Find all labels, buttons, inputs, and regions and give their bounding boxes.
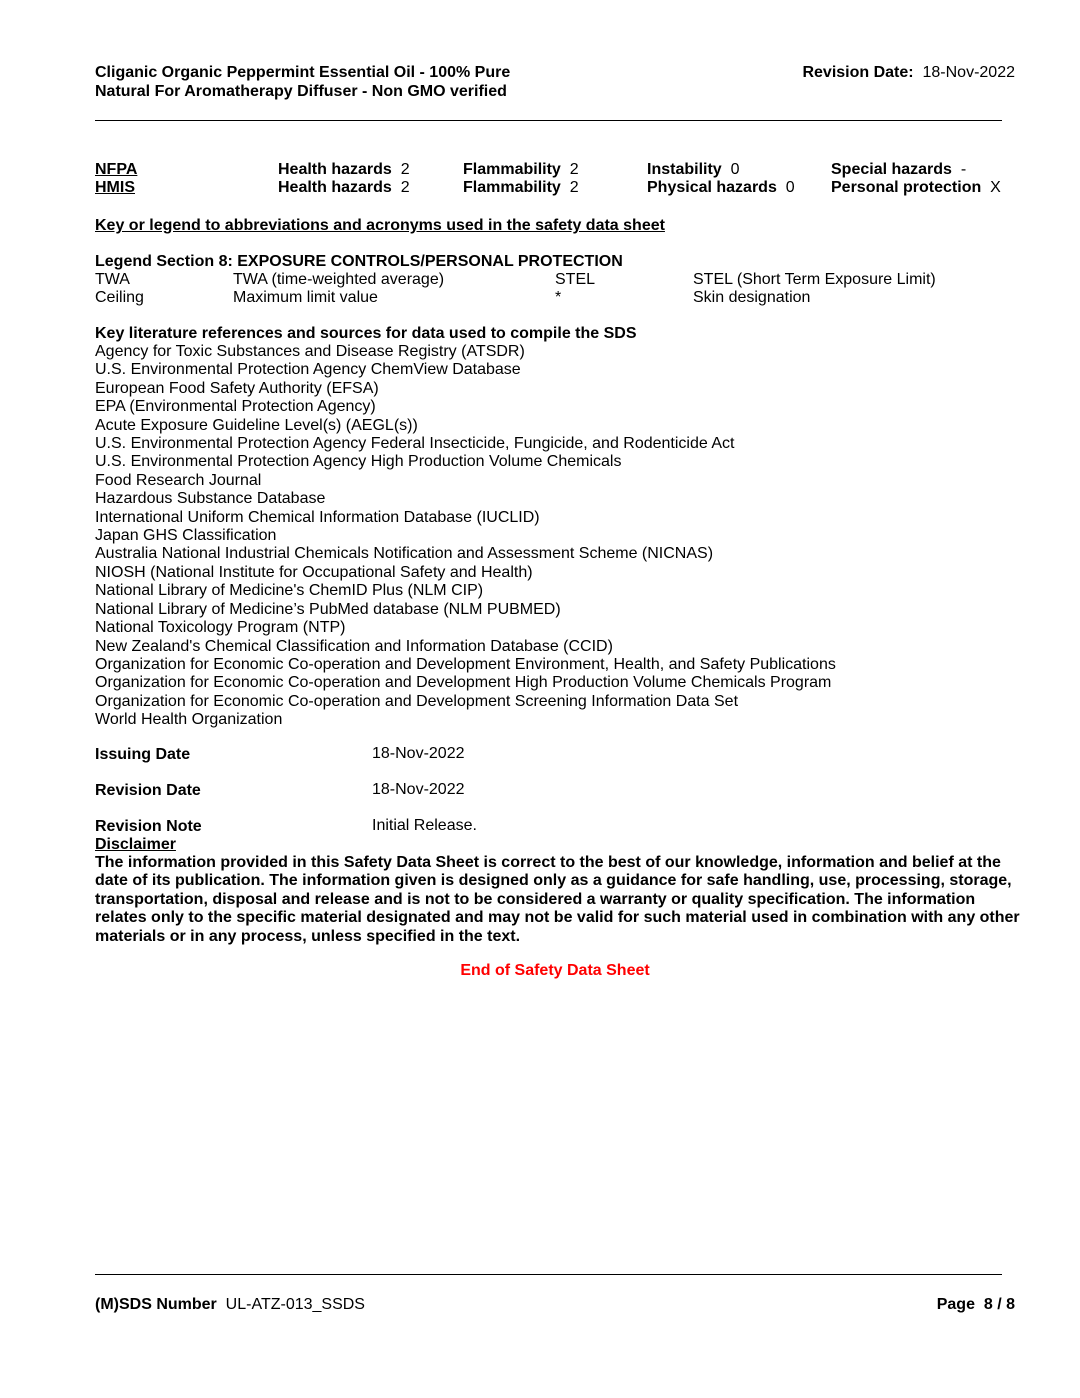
key-legend-heading: Key or legend to abbreviations and acronyms used in the safety data sheet (95, 217, 665, 234)
footer-divider (95, 1274, 1002, 1275)
legend-desc: Maximum limit value (233, 289, 378, 306)
disclaimer-heading: Disclaimer (95, 836, 176, 853)
reference-item: Acute Exposure Guideline Level(s) (AEGL(s)) (95, 416, 418, 434)
revision-date-label: Revision Date (95, 782, 201, 799)
issuing-date-value: 18-Nov-2022 (372, 745, 465, 762)
reference-item: World Health Organization (95, 711, 283, 729)
hmis-label: HMIS (95, 179, 135, 196)
hmis-flammability-value: 2 (569, 179, 579, 196)
hmis-health-value: 2 (400, 179, 410, 196)
reference-item: European Food Safety Authority (EFSA) (95, 379, 379, 397)
reference-item: National Library of Medicine's ChemID Plus (NLM CIP) (95, 582, 484, 600)
references-list (95, 343, 836, 730)
legend-abbr: * (555, 289, 562, 306)
page-label: Page (936, 1296, 975, 1313)
reference-item: National Toxicology Program (NTP) (95, 619, 346, 637)
revision-note-value: Initial Release. (372, 817, 477, 834)
reference-item: Australia National Industrial Chemicals Notification and Assessment Scheme (NICNAS) (95, 545, 714, 563)
nfpa-health-value: 2 (400, 161, 410, 178)
reference-item: International Uniform Chemical Information Database (IUCLID) (95, 508, 540, 526)
legend-abbr: STEL (555, 271, 596, 288)
legend-heading: Legend Section 8: EXPOSURE CONTROLS/PERSONAL PROTECTION (95, 253, 623, 270)
legend-abbr: TWA (95, 271, 130, 288)
reference-item: U.S. Environmental Protection Agency High Production Volume Chemicals (95, 453, 622, 471)
hmis-health-label: Health hazards (278, 179, 392, 196)
header-revision-label: Revision Date: (802, 64, 914, 81)
reference-item: Japan GHS Classification (95, 527, 277, 545)
reference-item: NIOSH (National Institute for Occupational Safety and Health) (95, 563, 533, 581)
disclaimer-text: The information provided in this Safety Data Sheet is correct to the best of our knowledge, information and belief at the date of its publication. The information given is designed only as a guidance for safe handling, use, processing, storage, transportation, disposal and release and is not to be considered a warranty or quality specification. The information relates only to the specific material designated and may not be valid for such material used in combination with any other materials or in any process, unless specified in the text. (95, 854, 1020, 945)
legend-desc: STEL (Short Term Exposure Limit) (693, 271, 936, 288)
document-title-line2: Natural For Aromatherapy Diffuser - Non GMO verified (95, 83, 507, 100)
hmis-health (278, 179, 410, 197)
sds-number-label: (M)SDS Number (95, 1296, 217, 1313)
nfpa-special (831, 161, 966, 179)
reference-item: Hazardous Substance Database (95, 490, 326, 508)
revision-date-value: 18-Nov-2022 (372, 781, 465, 798)
hmis-protection (831, 179, 1001, 197)
legend-abbr: Ceiling (95, 289, 144, 306)
nfpa-health (278, 161, 410, 179)
nfpa-flammability-label: Flammability (463, 161, 561, 178)
nfpa-instability-label: Instability (647, 161, 722, 178)
reference-item: National Library of Medicine’s PubMed database (NLM PUBMED) (95, 600, 561, 618)
reference-item: New Zealand's Chemical Classification and Information Database (CCID) (95, 637, 613, 655)
hmis-physical (647, 179, 795, 197)
legend-desc: TWA (time-weighted average) (233, 271, 445, 288)
reference-item: Organization for Economic Co-operation and Development Environment, Health, and Safety Publications (95, 655, 836, 673)
nfpa-label: NFPA (95, 161, 138, 178)
page-value: 8 / 8 (983, 1296, 1015, 1313)
hmis-flammability (463, 179, 579, 197)
reference-item: EPA (Environmental Protection Agency) (95, 398, 376, 416)
nfpa-health-label: Health hazards (278, 161, 392, 178)
nfpa-instability (647, 161, 739, 179)
reference-item: Agency for Toxic Substances and Disease Registry (ATSDR) (95, 343, 525, 360)
nfpa-flammability (463, 161, 579, 179)
document-title-line1: Cliganic Organic Peppermint Essential Oil - 100% Pure (95, 64, 511, 81)
hmis-protection-label: Personal protection (831, 179, 982, 196)
end-of-sheet: End of Safety Data Sheet (460, 962, 650, 979)
sds-number (95, 1296, 365, 1314)
reference-item: U.S. Environmental Protection Agency ChemView Database (95, 361, 521, 379)
hmis-physical-label: Physical hazards (647, 179, 777, 196)
nfpa-instability-value: 0 (730, 161, 740, 178)
references-heading: Key literature references and sources for data used to compile the SDS (95, 325, 637, 342)
nfpa-special-label: Special hazards (831, 161, 952, 178)
reference-item: Organization for Economic Co-operation and Development Screening Information Data Set (95, 692, 739, 710)
reference-item: Food Research Journal (95, 471, 262, 489)
header-divider (95, 120, 1002, 121)
header-revision-date (802, 64, 1015, 82)
nfpa-flammability-value: 2 (569, 161, 579, 178)
reference-item: U.S. Environmental Protection Agency Federal Insecticide, Fungicide, and Rodenticide Act (95, 435, 735, 453)
hmis-protection-value: X (990, 179, 1001, 196)
reference-item: Organization for Economic Co-operation and Development High Production Volume Chemicals Program (95, 674, 832, 692)
revision-note-label: Revision Note (95, 818, 202, 835)
hmis-flammability-label: Flammability (463, 179, 561, 196)
issuing-date-label: Issuing Date (95, 746, 191, 763)
page-number (937, 1296, 1015, 1314)
sds-number-value: UL-ATZ-013_SSDS (225, 1296, 365, 1313)
hmis-physical-value: 0 (785, 179, 795, 196)
header-revision-value: 18-Nov-2022 (922, 64, 1015, 81)
nfpa-special-value: - (960, 161, 967, 178)
legend-desc: Skin designation (693, 289, 811, 306)
